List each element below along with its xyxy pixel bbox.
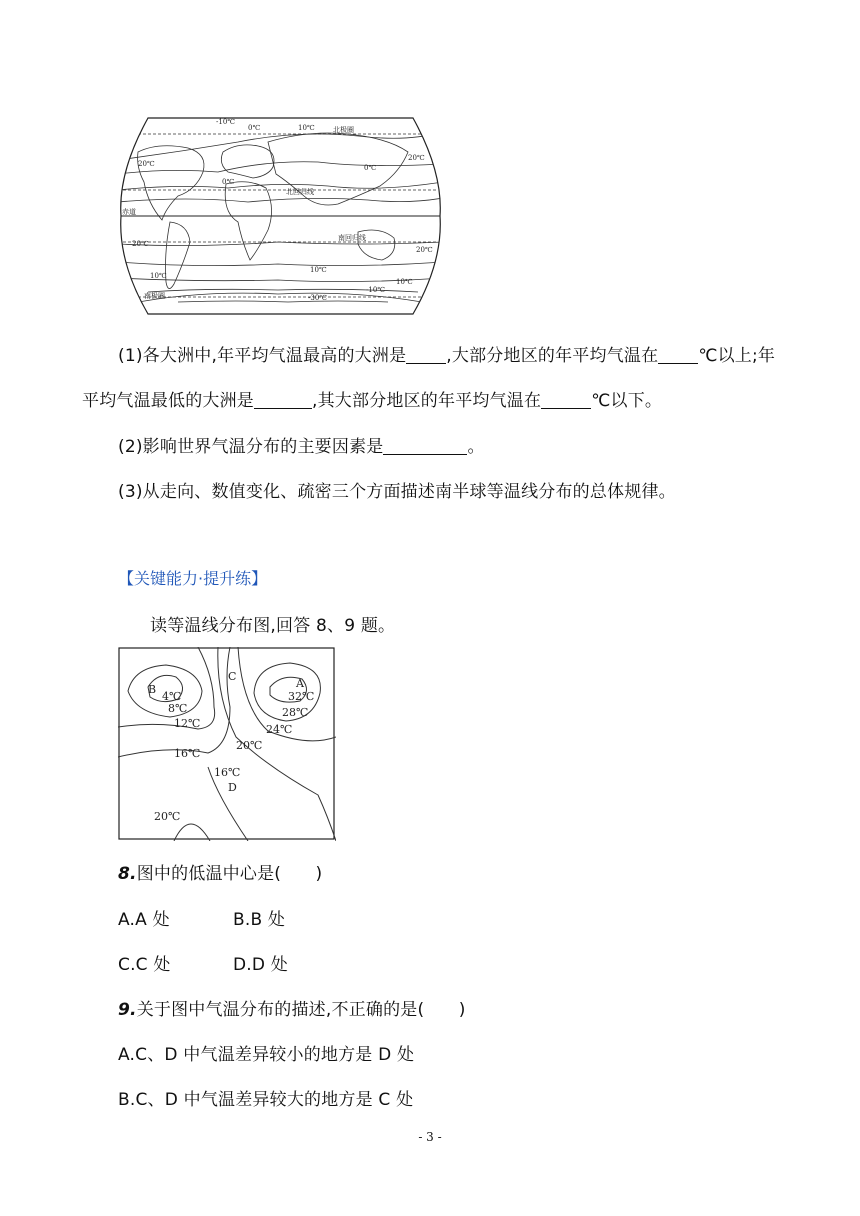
label-12: 12℃: [174, 717, 201, 730]
q9-option-b[interactable]: B.C、D 中气温差异较大的地方是 C 处: [118, 1090, 414, 1110]
label-north-polar-circle: 北极圈: [333, 126, 354, 134]
label-20b: 20℃: [154, 810, 181, 823]
q7-part2: [118, 432, 485, 457]
label-16b: 16℃: [214, 766, 241, 779]
label-t-10-lower-left: 10℃: [150, 272, 167, 280]
section-title: 【关键能力·提升练】: [118, 569, 268, 588]
answer-blank[interactable]: [254, 392, 312, 409]
label-t-0-c: 0℃: [364, 164, 377, 172]
q7-part1-text-a: (1)各大洲中,年平均气温最高的大洲是: [118, 346, 407, 366]
q7-part1-text-f: ℃以下。: [591, 391, 663, 411]
label-t-10-a: 10℃: [298, 124, 315, 132]
q9-option-a[interactable]: A.C、D 中气温差异较小的地方是 D 处: [118, 1045, 415, 1065]
label-t-0-b: 0℃: [222, 178, 235, 186]
label-equator: 赤道: [122, 208, 136, 216]
q7-part1-line2: [82, 386, 662, 411]
answer-blank[interactable]: [383, 438, 467, 455]
label-tropic-cancer: 北回归线: [286, 188, 314, 196]
label-24: 24℃: [266, 723, 293, 736]
answer-blank[interactable]: [406, 347, 446, 364]
label-south-polar-circle: 南极圈: [144, 292, 165, 300]
question-number: 9.: [118, 1000, 137, 1020]
q7-part1-text-b: ,大部分地区的年平均气温在: [446, 346, 659, 366]
label-32: 32℃: [288, 690, 315, 703]
label-tropic-capricorn: 南回归线: [338, 234, 366, 242]
label-t-0-a: 0℃: [248, 124, 261, 132]
q7-part1-line1: [118, 341, 775, 366]
label-t-10-lower-mid: 10℃: [310, 266, 327, 274]
intro-text: 读等温线分布图,回答 8、9 题。: [150, 616, 396, 636]
point-d-label: D: [228, 781, 237, 794]
q7-part3: (3)从走向、数值变化、疏密三个方面描述南半球等温线分布的总体规律。: [118, 482, 676, 502]
label-t-10-lower-right: 10℃: [396, 278, 413, 286]
label-8: 8℃: [168, 702, 188, 715]
page-number: - 3 -: [418, 1130, 442, 1144]
label-t-20-right: 20℃: [408, 154, 425, 162]
q8-option-d[interactable]: D.D 处: [233, 955, 288, 975]
point-c-label: C: [228, 670, 237, 683]
label-16a: 16℃: [174, 747, 201, 760]
label-t-n10-b: -10℃: [366, 286, 386, 294]
q8-option-c[interactable]: C.C 处: [118, 955, 171, 975]
question-number: 8.: [118, 864, 137, 884]
q8-option-b[interactable]: B.B 处: [233, 910, 286, 930]
label-t-n10-a: -10℃: [216, 118, 236, 126]
label-t-n30: -30℃: [308, 294, 328, 302]
q7-part1-text-c: ℃以上;年: [698, 346, 776, 366]
label-t-20-lower-right: 20℃: [416, 246, 433, 254]
q7-part1-text-d: 平均气温最低的大洲是: [82, 391, 254, 411]
label-28: 28℃: [282, 706, 309, 719]
q7-part2-text-a: (2)影响世界气温分布的主要因素是: [118, 437, 384, 457]
answer-blank[interactable]: [658, 347, 698, 364]
label-t-20-lower-left: 20℃: [132, 240, 149, 248]
label-4: 4℃: [162, 690, 182, 703]
question-text: 图中的低温中心是( ): [136, 864, 323, 884]
label-t-20-left: 20℃: [138, 160, 155, 168]
q8-stem: [118, 859, 322, 884]
q8-option-a[interactable]: A.A 处: [118, 910, 170, 930]
q7-part1-text-e: ,其大部分地区的年平均气温在: [312, 391, 542, 411]
point-b-label: B: [148, 683, 157, 696]
q9-stem: [118, 995, 466, 1020]
point-a-label: A: [296, 677, 304, 690]
isotherm-map: [118, 647, 336, 841]
answer-blank[interactable]: [541, 392, 591, 409]
question-text: 关于图中气温分布的描述,不正确的是( ): [136, 1000, 466, 1020]
q7-part2-text-b: 。: [467, 437, 485, 457]
label-20a: 20℃: [236, 739, 263, 752]
world-isotherm-map: [118, 112, 443, 320]
